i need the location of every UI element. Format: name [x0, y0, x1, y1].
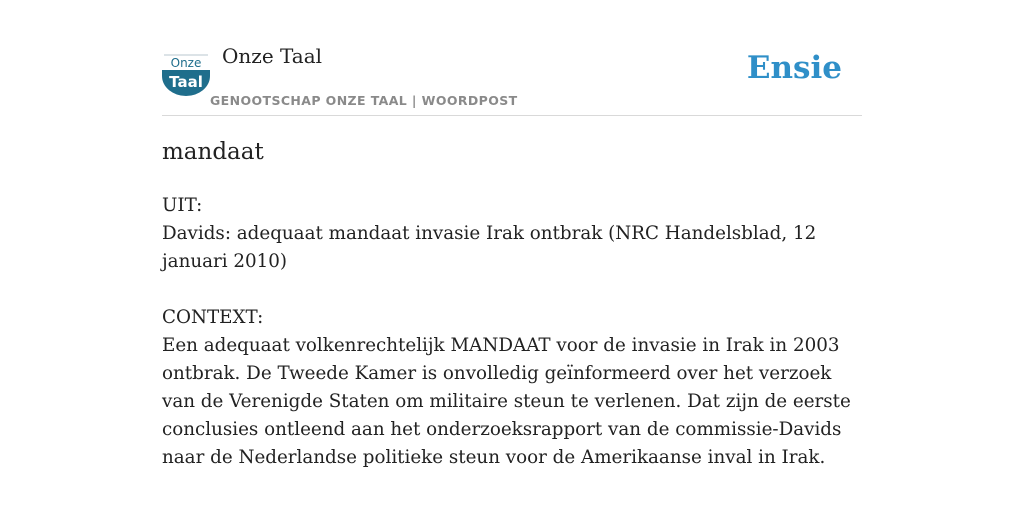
source-subline: GENOOTSCHAP ONZE TAAL | WOORDPOST — [210, 93, 518, 108]
site-name[interactable]: Onze Taal — [222, 44, 323, 68]
ensie-brand[interactable]: Ensie — [746, 50, 842, 86]
onze-taal-logo[interactable] — [162, 52, 210, 96]
context-label: CONTEXT: — [162, 307, 264, 328]
context-text: Een adequaat volkenrechtelijk MANDAAT voor de invasie in Irak in 2003 ontbrak. De Tweede Kamer is onvolledig geïnformeerd over het verzoek van de Verenigde Staten om militaire steun te verlenen. Dat zijn de eerste conclusies ontleend aan het onderzoeksrapport van de commissie-Davids naar de Nederlandse politieke steun voor de Amerikaanse inval in Irak. — [162, 335, 851, 468]
source-label: UIT: — [162, 195, 203, 216]
entry-body — [162, 192, 862, 472]
header — [162, 0, 862, 116]
source-text: Davids: adequaat mandaat invasie Irak ontbrak (NRC Handelsblad, 12 januari 2010) — [162, 223, 817, 272]
logo-text-top: Onze — [170, 56, 202, 70]
word-card — [162, 0, 862, 512]
spacer — [162, 276, 862, 304]
logo-text-bottom: Taal — [169, 73, 203, 91]
entry-title: mandaat — [162, 139, 264, 165]
